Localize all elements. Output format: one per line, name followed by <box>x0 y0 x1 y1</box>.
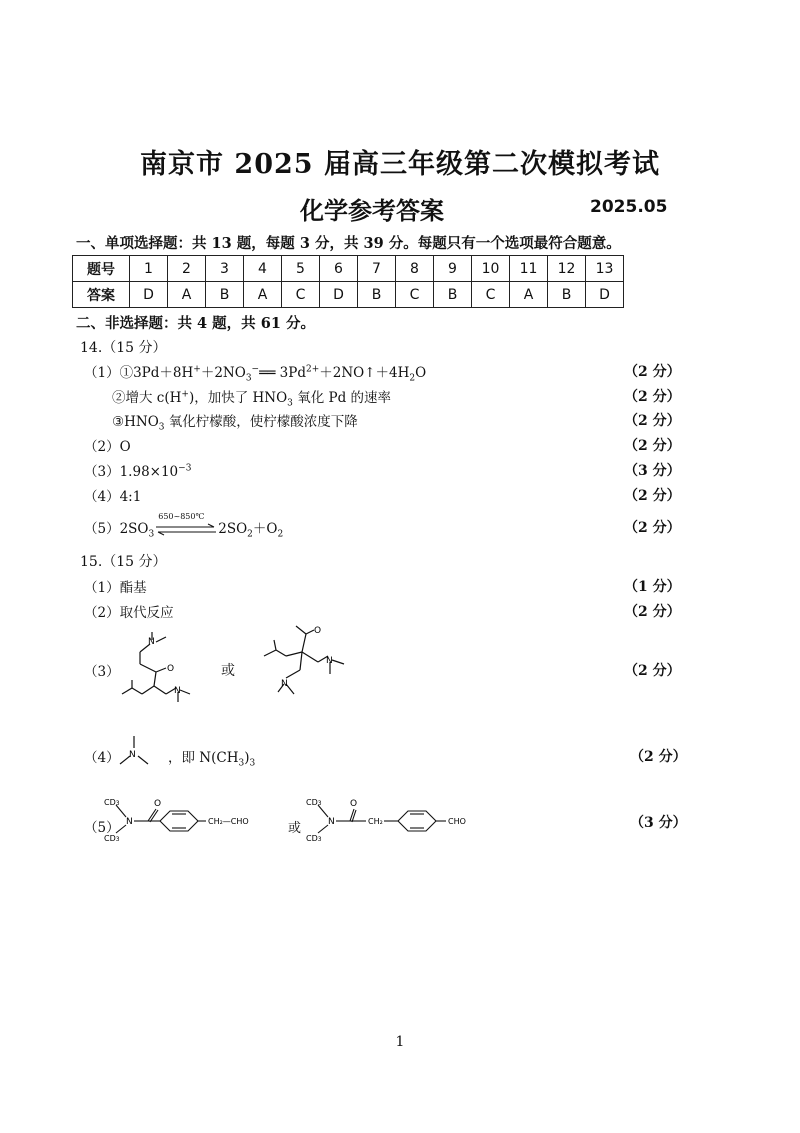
answer-cell: C <box>472 282 510 308</box>
q14-p2 <box>84 435 131 455</box>
section2-heading: 二、非选择题：共 4 题，共 61 分。 <box>76 315 315 332</box>
q14-p1a <box>84 361 426 384</box>
q15-p1 <box>84 576 147 596</box>
eq-sub: 2 <box>409 373 416 384</box>
q14-p2-score: （2 分） <box>624 438 681 454</box>
q14-p1c-score: （2 分） <box>624 413 681 429</box>
q15-p1-label: （1） <box>84 580 120 596</box>
q14-p5-score: （2 分） <box>624 520 681 536</box>
answer-cell: D <box>130 282 168 308</box>
eq-sub: 3 <box>148 529 155 540</box>
answer-cell: A <box>244 282 282 308</box>
eq-sup: − <box>251 364 260 375</box>
answer-cell: C <box>282 282 320 308</box>
q14-p1b <box>112 386 391 409</box>
q14-p4 <box>84 485 141 505</box>
q15-p2-answer: 取代反应 <box>119 605 174 621</box>
answer-cell: B <box>548 282 586 308</box>
section1-heading: 一、单项选择题：共 13 题，每题 3 分，共 39 分。每题只有一个选项最符合题意。 <box>76 235 621 252</box>
q15-p1-answer: 酯基 <box>119 580 147 596</box>
eq-equals: ══ <box>259 365 276 381</box>
q14-p1-label: （1） <box>84 365 120 381</box>
atom-O: O <box>167 664 175 674</box>
answer-row-label: 答案 <box>73 282 130 308</box>
answer-cell: A <box>168 282 206 308</box>
q14-p4-label: （4） <box>84 489 120 505</box>
text-part: 氧化 Pd 的速率 <box>292 390 392 406</box>
equilibrium-arrow-icon <box>154 523 218 537</box>
number-cell: 1 <box>130 256 168 282</box>
answer-cell: B <box>358 282 396 308</box>
eq-part: ①3Pd＋8H <box>119 365 194 381</box>
number-cell: 12 <box>548 256 586 282</box>
number-cell: 3 <box>206 256 244 282</box>
answer-table <box>72 255 624 308</box>
q14-p1b-score: （2 分） <box>624 389 681 405</box>
text-part: 氧化柠檬酸，使柠檬酸浓度下降 <box>164 414 358 430</box>
answer-cell: A <box>510 282 548 308</box>
reversible-arrow <box>154 511 218 537</box>
text-sub: 3 <box>158 422 165 433</box>
number-cell: 2 <box>168 256 206 282</box>
group-CH2CHO: CH₂—CHO <box>208 817 249 826</box>
number-cell: 11 <box>510 256 548 282</box>
text-sub: 3 <box>249 758 256 769</box>
page-subtitle: 化学参考答案 <box>300 196 444 225</box>
q14-p5 <box>84 511 284 540</box>
eq-part: 2SO <box>119 521 149 537</box>
q15-p5-score: （3 分） <box>630 815 687 831</box>
atom-O: O <box>154 799 162 809</box>
group-CD3: CD3 <box>104 798 120 807</box>
number-cell: 10 <box>472 256 510 282</box>
q14-p3-answer: 1.98×10 <box>119 464 179 480</box>
group-CD3: CD3 <box>306 834 322 843</box>
eq-sup: 2+ <box>305 364 320 375</box>
q14-p2-answer: O <box>119 439 131 455</box>
number-cell: 13 <box>586 256 624 282</box>
q15-p3-label: （3） <box>84 664 120 680</box>
answer-cell: C <box>396 282 434 308</box>
reaction-condition: 650~850℃ <box>158 511 205 521</box>
q15-p2-label: （2） <box>84 605 120 621</box>
text-sup: + <box>181 389 189 400</box>
page-number: 1 <box>395 1034 405 1050</box>
q15-p4-answer <box>168 746 255 769</box>
text-part: ②增大 c(H <box>112 390 182 406</box>
q15-p3-score: （2 分） <box>624 663 681 679</box>
answer-table-answer-row <box>73 282 624 308</box>
atom-N: N <box>129 750 136 760</box>
eq-part: 2SO <box>218 521 248 537</box>
structure-3a <box>110 628 210 718</box>
atom-N: N <box>326 656 333 666</box>
q15-heading: 15.（15 分） <box>80 554 167 570</box>
text-part: )，加快了 HNO <box>188 390 288 406</box>
group-CD3: CD3 <box>104 834 120 843</box>
eq-sup: + <box>193 364 201 375</box>
atom-N: N <box>174 686 181 696</box>
number-cell: 5 <box>282 256 320 282</box>
eq-part: 3Pd <box>275 365 306 381</box>
number-cell: 7 <box>358 256 396 282</box>
q14-p3-label: （3） <box>84 464 120 480</box>
answer-cell: D <box>320 282 358 308</box>
text-sub: 3 <box>287 398 293 409</box>
q15-p2-score: （2 分） <box>624 604 681 620</box>
text-part: ) <box>244 750 250 766</box>
group-CH2: CH₂ <box>368 817 383 826</box>
answer-table-number-row <box>73 256 624 282</box>
number-cell: 9 <box>434 256 472 282</box>
q14-p4-answer: 4:1 <box>119 489 142 505</box>
q15-p1-score: （1 分） <box>624 579 681 595</box>
q15-p3-or: 或 <box>221 663 235 679</box>
atom-N: N <box>281 679 288 689</box>
text-part: ③HNO <box>112 414 159 430</box>
number-row-label: 题号 <box>73 256 130 282</box>
eq-sub: 2 <box>277 529 284 540</box>
atom-O: O <box>350 799 358 809</box>
answer-cell: B <box>206 282 244 308</box>
eq-part: ＋O <box>252 521 278 537</box>
q15-p4-score: （2 分） <box>630 749 687 765</box>
q14-p3 <box>84 460 191 480</box>
q14-heading: 14.（15 分） <box>80 340 167 356</box>
structure-5b <box>306 795 506 855</box>
q14-p2-label: （2） <box>84 439 120 455</box>
answer-cell: B <box>434 282 472 308</box>
structure-3b <box>256 620 356 710</box>
q14-p3-sup: −3 <box>178 463 192 474</box>
number-cell: 8 <box>396 256 434 282</box>
text-part: ，即 N(CH <box>168 750 239 766</box>
q14-p5-label: （5） <box>84 521 120 537</box>
group-CD3: CD3 <box>306 798 322 807</box>
answer-cell: D <box>586 282 624 308</box>
structure-5a <box>104 795 304 855</box>
number-cell: 6 <box>320 256 358 282</box>
exam-date: 2025.05 <box>590 197 668 217</box>
atom-N: N <box>126 817 133 827</box>
trimethylamine-structure <box>116 734 166 774</box>
atom-N: N <box>148 637 155 647</box>
q15-p4-label: （4） <box>84 750 120 766</box>
group-CHO: CHO <box>448 817 466 826</box>
q15-p5-or: 或 <box>288 821 302 836</box>
eq-sub: 3 <box>245 373 252 384</box>
page-title: 南京市 2025 届高三年级第二次模拟考试 <box>140 149 660 180</box>
eq-part: ＋2NO <box>200 365 246 381</box>
q15-p5-label: （5） <box>84 820 120 836</box>
q14-p4-score: （2 分） <box>624 488 681 504</box>
atom-O: O <box>314 626 322 636</box>
eq-part: O <box>415 365 427 381</box>
q14-p1c <box>112 410 358 433</box>
q14-p3-score: （3 分） <box>624 463 681 479</box>
number-cell: 4 <box>244 256 282 282</box>
eq-sub: 2 <box>247 529 253 540</box>
eq-part: ＋2NO↑＋4H <box>319 365 410 381</box>
q15-p2 <box>84 601 174 621</box>
text-sub: 3 <box>238 758 245 769</box>
q14-p1a-score: （2 分） <box>624 364 681 380</box>
atom-N: N <box>328 817 335 827</box>
